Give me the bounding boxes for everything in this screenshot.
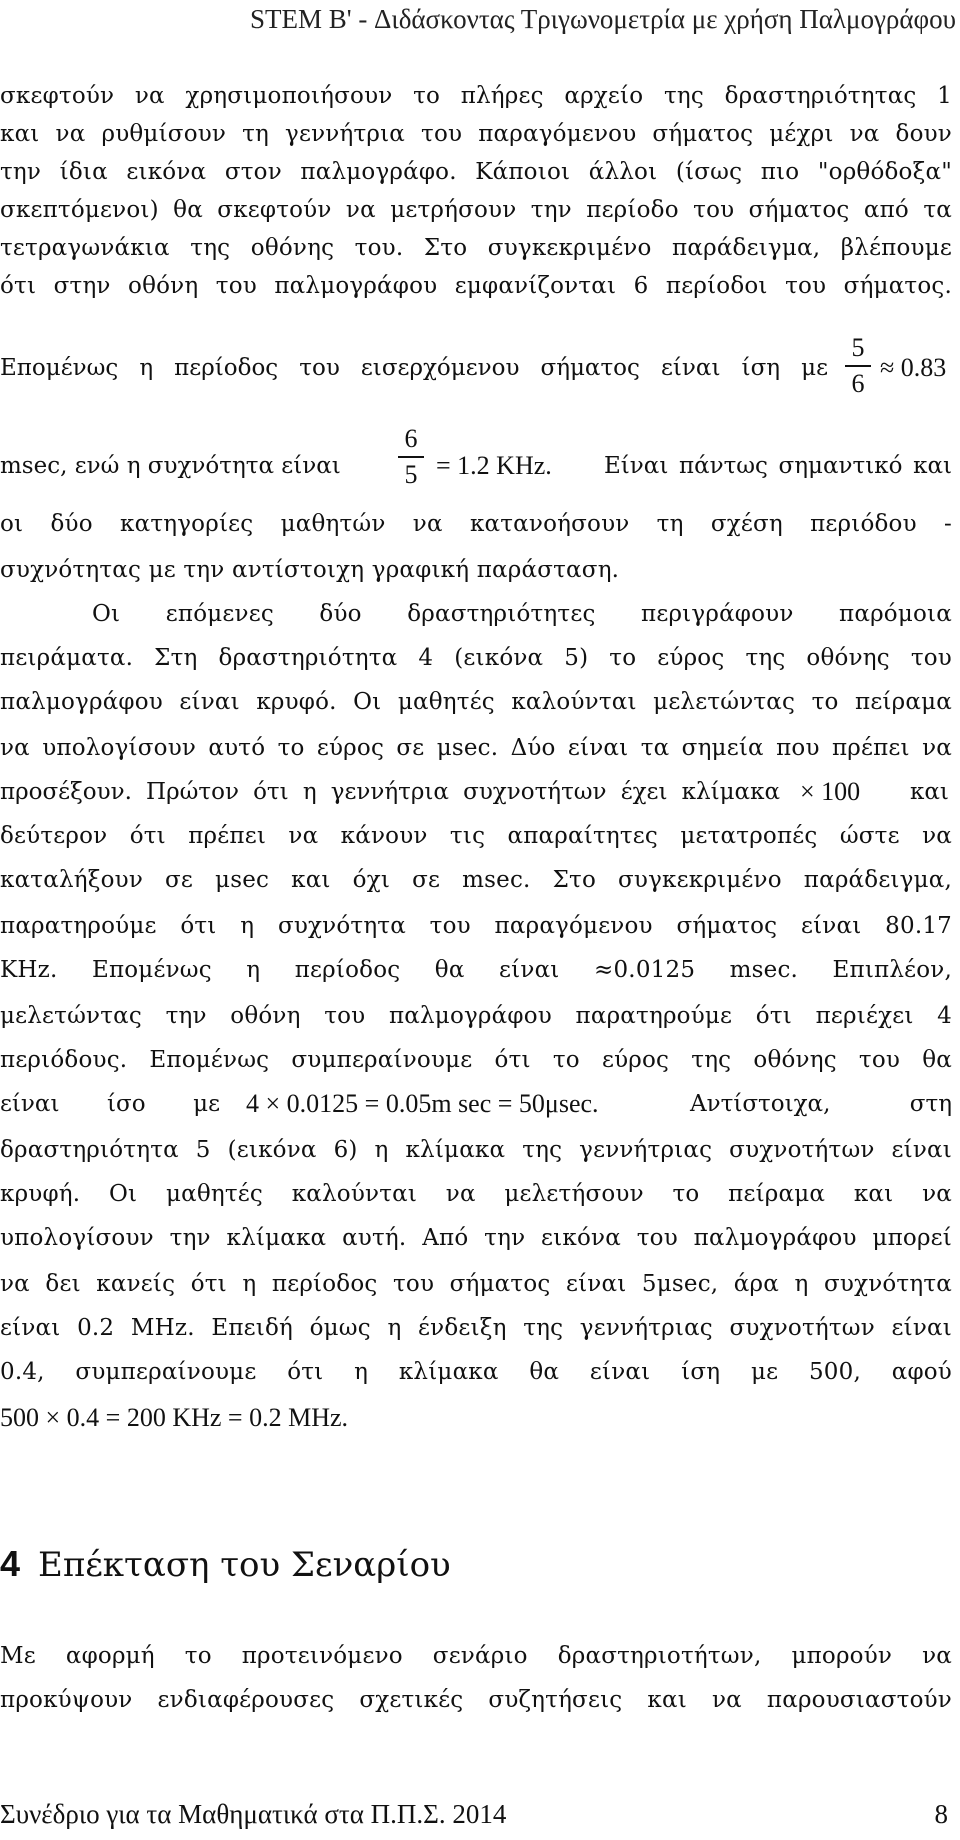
body-line: οι δύο κατηγορίες μαθητών να κατανοήσουν τη σχέση περιόδου - — [0, 511, 952, 537]
body-line: μελετώντας την οθόνη του παλμογράφου παρατηρούμε ότι περιέχει 4 — [0, 1003, 952, 1029]
body-line: Είναι πάντως σημαντικό και — [604, 453, 952, 479]
fraction-frequency — [398, 424, 424, 490]
body-line: υπολογίσουν την κλίμακα αυτή. Από την εικόνα του παλμογράφου μπορεί — [0, 1225, 952, 1251]
frequency-value: = 1.2 KHz. — [436, 451, 552, 480]
body-line: να υπολογίσουν αυτό το εύρος σε μsec. Δύο είναι τα σημεία που πρέπει να — [0, 735, 952, 761]
scale-value: × 100 — [800, 777, 861, 806]
range-equation: 4 × 0.0125 = 0.05m sec = 50μsec. — [246, 1089, 599, 1118]
body-line: ότι στην οθόνη του παλμογράφου εμφανίζονται 6 περίοδοι του σήματος. — [0, 273, 952, 299]
body-line: κρυφή. Οι μαθητές καλούνται να μελετήσουν το πείραμα και να — [0, 1181, 952, 1207]
fraction-bar — [845, 365, 871, 367]
fraction-numerator: 6 — [404, 424, 418, 453]
fraction-period — [845, 333, 871, 399]
body-line: είναι ίσο με — [0, 1091, 220, 1117]
fraction-denominator: 6 — [851, 369, 865, 398]
body-line: παλμογράφου είναι κρυφό. Οι μαθητές καλούνται μελετώντας το πείραμα — [0, 689, 952, 715]
body-line: την ίδια εικόνα στον παλμογράφο. Κάποιοι άλλοι (ίσως πιο "ορθόδοξα" — [0, 159, 952, 185]
body-line: τετραγωνάκια της οθόνης του. Στο συγκεκριμένο παράδειγμα, βλέπουμε — [0, 235, 952, 261]
section-title: Επέκταση του Σεναρίου — [38, 1545, 451, 1585]
body-line: και — [910, 779, 949, 805]
fraction-bar — [398, 456, 424, 458]
period-value: ≈ 0.83 — [880, 353, 947, 382]
fraction-numerator: 5 — [851, 333, 865, 362]
scale-equation: 500 × 0.4 = 200 KHz = 0.2 MHz. — [0, 1403, 349, 1432]
body-line: περιόδους. Επομένως συμπεραίνουμε ότι το εύρος της οθόνης του θα — [0, 1047, 952, 1073]
body-line: δεύτερον ότι πρέπει να κάνουν τις απαραίτητες μετατροπές ώστε να — [0, 823, 952, 849]
body-line: πειράματα. Στη δραστηριότητα 4 (εικόνα 5) το εύρος της οθόνης του — [0, 645, 952, 671]
running-header: STEM B' - Διδάσκοντας Τριγωνομετρία με χρήση Παλμογράφου — [249, 4, 956, 34]
body-line: προκύψουν ενδιαφέρουσες σχετικές συζητήσεις και να παρουσιαστούν — [0, 1687, 952, 1713]
body-line: Αντίστοιχα, στη — [690, 1091, 952, 1117]
body-line: καταλήξουν σε μsec και όχι σε msec. Στο συγκεκριμένο παράδειγμα, — [0, 867, 952, 893]
footer-conference: Συνέδριο για τα Μαθηματικά στα Π.Π.Σ. 2014 — [0, 1799, 507, 1829]
body-line: να δει κανείς ότι η περίοδος του σήματος είναι 5μsec, άρα η συχνότητα — [0, 1271, 952, 1297]
body-line: Επομένως η περίοδος του εισερχόμενου σήματος είναι ίση με — [0, 355, 828, 381]
body-line: 0.4, συμπεραίνουμε ότι η κλίμακα θα είναι ίση με 500, αφού — [0, 1359, 952, 1385]
body-line: msec, ενώ η συχνότητα είναι — [0, 453, 341, 479]
body-line: παρατηρούμε ότι η συχνότητα του παραγόμενου σήματος είναι 80.17 — [0, 913, 952, 939]
section-number: 4 — [0, 1543, 21, 1584]
body-line: σκεπτόμενοι) θα σκεφτούν να μετρήσουν την περίοδο του σήματος από τα — [0, 197, 952, 223]
body-line: σκεφτούν να χρησιμοποιήσουν το πλήρες αρχείο της δραστηριότητας 1 — [0, 83, 952, 109]
fraction-denominator: 5 — [404, 460, 418, 489]
body-line: Οι επόμενες δύο δραστηριότητες περιγράφουν παρόμοια — [92, 601, 952, 627]
body-line: δραστηριότητα 5 (εικόνα 6) η κλίμακα της γεννήτριας συχνοτήτων είναι — [0, 1137, 952, 1163]
body-line: είναι 0.2 MHz. Επειδή όμως η ένδειξη της γεννήτριας συχνοτήτων είναι — [0, 1315, 952, 1341]
body-line: Με αφορμή το προτεινόμενο σενάριο δραστηριοτήτων, μπορούν να — [0, 1643, 952, 1669]
body-line: συχνότητας με την αντίστοιχη γραφική παράσταση. — [0, 557, 620, 583]
body-line: προσέξουν. Πρώτον ότι η γεννήτρια συχνοτήτων έχει κλίμακα — [0, 779, 780, 805]
body-line: KHz. Επομένως η περίοδος θα είναι ≈0.0125 msec. Επιπλέον, — [0, 957, 952, 983]
section-heading — [0, 1540, 451, 1589]
body-line: και να ρυθμίσουν τη γεννήτρια του παραγόμενου σήματος μέχρι να δουν — [0, 121, 952, 147]
page-number: 8 — [934, 1799, 948, 1829]
